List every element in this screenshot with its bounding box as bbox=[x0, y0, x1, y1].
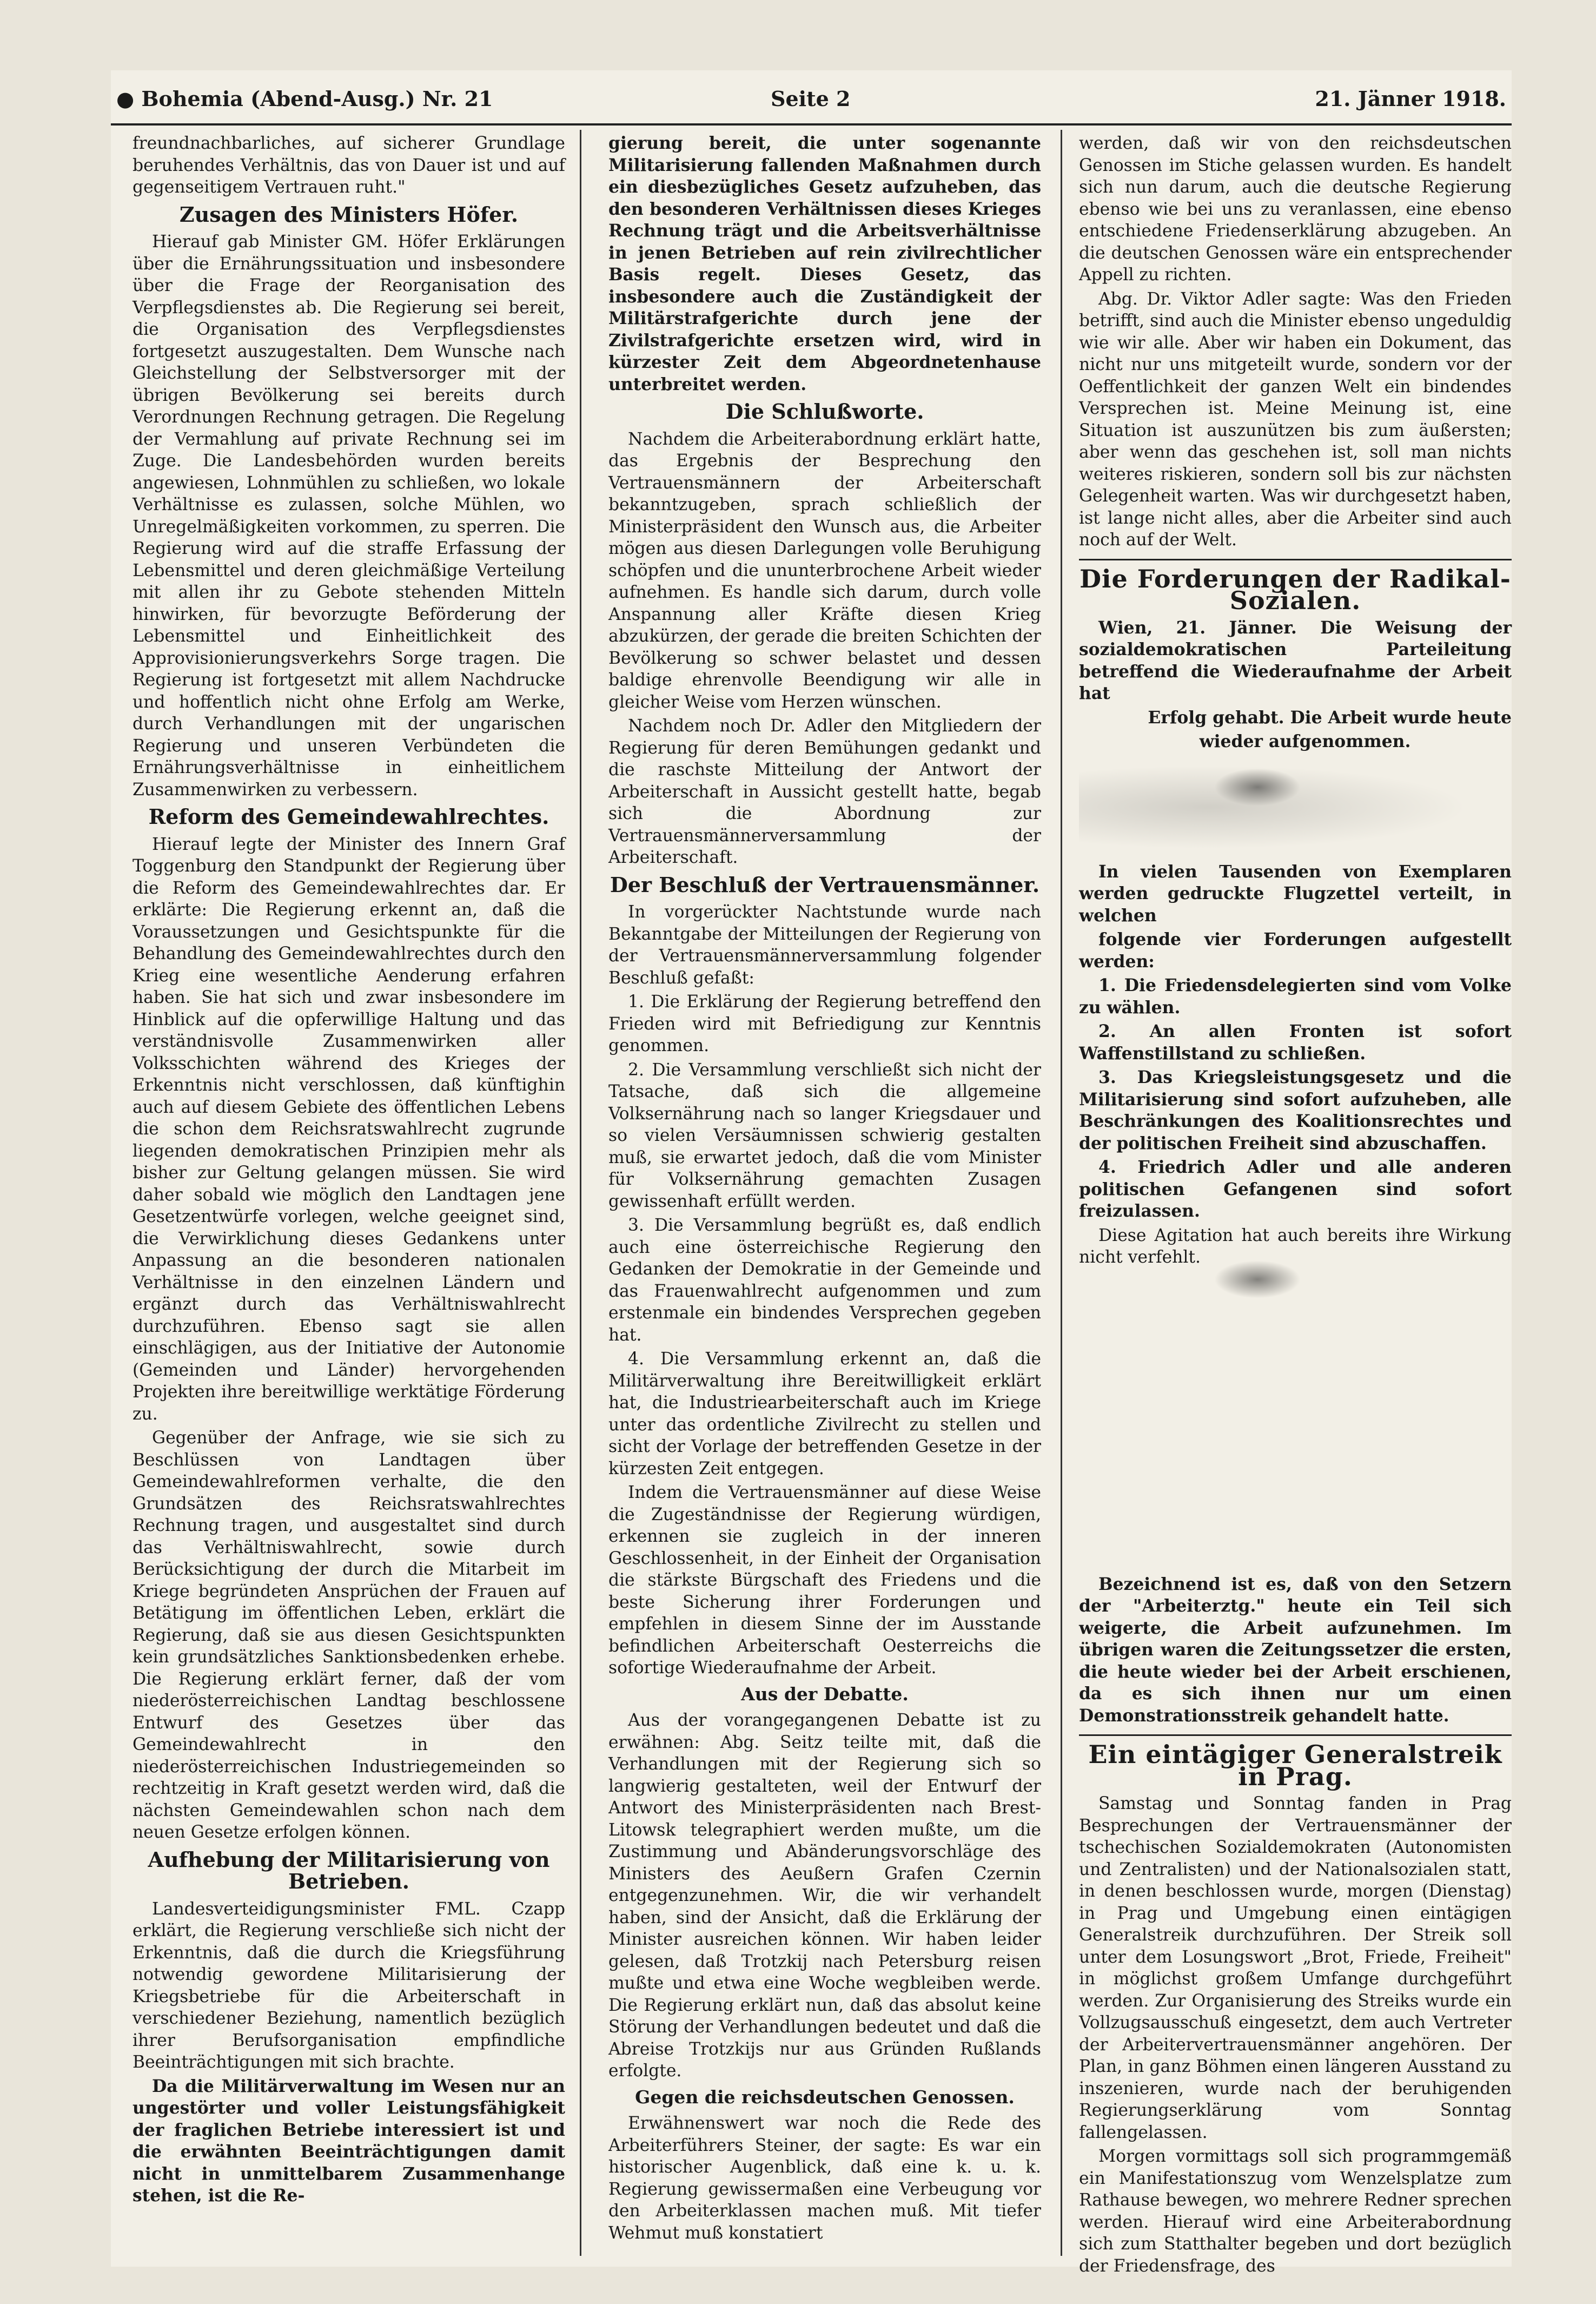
page-header bbox=[111, 81, 1512, 119]
section-rule-2 bbox=[1079, 1734, 1512, 1736]
col3-forderung-2: 2. An allen Fronten ist sofort Waffenstillstand zu schließen. bbox=[1079, 1022, 1512, 1064]
col3-wien-text: Wien, 21. Jänner. Die Weisung der sozialdemokratischen Parteileitung betreffend die Wiederaufnahme der Arbeit hat bbox=[1079, 618, 1512, 703]
section-rule bbox=[1079, 559, 1512, 560]
newspaper-page bbox=[111, 70, 1512, 2276]
col3-folgende-text: folgende vier Forderungen aufgestellt werden: bbox=[1079, 930, 1512, 972]
column-divider-2 bbox=[1061, 130, 1062, 2256]
col3-agitation-text: Diese Agitation hat auch bereits ihre Wirkung nicht verfehlt. bbox=[1079, 1225, 1512, 1267]
issue-date: 21. Jänner 1918. bbox=[1315, 87, 1506, 111]
heading-hoefer: Zusagen des Ministers Höfer. bbox=[179, 202, 519, 227]
heading-beschluss: Der Beschluß der Vertrauensmänner. bbox=[610, 872, 1040, 897]
col2-beschluss-item-1: 1. Die Erklärung der Regierung betreffend den Frieden wird mit Befriedigung zur Kenntnis genommen. bbox=[608, 992, 1041, 1055]
col1-reform-text: Hierauf legte der Minister des Innern Graf Toggenburg den Standpunkt der Regierung über die Reform des Gemeindewahlrechtes dar. Er erklärte: Die Regierung erkennt an, daß die Voraussetzungen und Gesichtspunkte für die Behandlung des Gemeindewahlrechtes durch den Krieg eine wesentliche Aenderung erfahren haben. Sie hat sich und zwar insbesondere im Hinblick auf die opferwillige Haltung und das verständnisvolle Zusammenwirken aller Volksschichten während des Krieges der Erkenntnis nicht verschlossen, daß künftighin auch auf diesem Gebiete des öffentlichen Lebens die schon dem Reichsratswahlrecht zugrunde liegenden demokratischen Prinzipien mehr als bisher zur Geltung gelangen müssen. Sie wird daher sobald wie möglich den Landtagen jene Gesetzentwürfe vorlegen, welche geeignet sind, die Verwirklichung dieses Gedankens unter Anpassung an die besonderen nationalen Verhältnisse in den einzelnen Ländern und ergänzt durch das Verhältniswahlrecht durchzuführen. Ebenso sagt sie allen einschlägigen, aus der Initiative der Autonomie (Gemeinden und Länder) hervorgehenden Projekten ihre bereitwillige werktätige Förderung zu. bbox=[133, 834, 565, 1424]
heading-prag: Ein eintägiger Generalstreik in Prag. bbox=[1088, 1740, 1502, 1791]
col2-beschluss-item-2: 2. Die Versammlung verschließt sich nicht der Tatsache, daß sich die allgemeine Volksernährung nach so langer Kriegsdauer und so vielen Versäumnissen schwierig gestalten muß, sie erwartet jedoch, daß die vom Minister für Volksernährung gemachten Zusagen gewissenhaft erfüllt werden. bbox=[608, 1060, 1041, 1211]
ink-blot-1 bbox=[1214, 768, 1301, 806]
col2-schluss-text-2: Nachdem noch Dr. Adler den Mitgliedern der Regierung für deren Bemühungen gedankt und die raschste Mitteilung der Antwort der Arbeiterschaft in Aussicht gestellt hatte, begab sich die Abordnung zur Vertrauensmännerversammlung der Arbeiterschaft. bbox=[608, 716, 1041, 867]
heading-aufhebung: Aufhebung der Militarisierung von Betrieben. bbox=[148, 1847, 550, 1893]
censored-blank-2 bbox=[1079, 1271, 1512, 1574]
heading-reform: Reform des Gemeindewahlrechtes. bbox=[148, 804, 549, 829]
col3-flugzettel-text: In vielen Tausenden von Exemplaren werden gedruckte Flugzettel verteilt, in welchen bbox=[1079, 862, 1512, 926]
ink-blot-2 bbox=[1214, 1260, 1301, 1298]
col1-reform-text-2: Gegenüber der Anfrage, wie sie sich zu Beschlüssen von Landtagen über Gemeindewahlreformen verhalte, die den Grundsätzen des Reichsratswahlrechtes Rechnung tragen, und ausgestaltet sind durch das Verhältniswahlrecht, sowie durch Berücksichtigung der durch die Mitarbeit im Kriege begründeten Ansprüchen der Frauen auf Betätigung im öffentlichen Leben, erklärt die Regierung, daß sie aus diesen Gesichtspunkten kein grundsätzliches Sanktionsbedenken erhebe. Die Regierung erklärt ferner, daß der vom niederösterreichischen Landtag beschlossene Entwurf des Gesetzes über das Gemeindewahlrecht in den niederösterreichischen Industriegemeinden so rechtzeitig in Kraft gesetzt werden wird, daß die nächsten Gemeindewahlen schon nach dem neuen Gesetze erfolgen können. bbox=[133, 1428, 565, 1842]
heading-forderungen: Die Forderungen der Radikal-Sozialen. bbox=[1080, 564, 1511, 615]
col3-erfolg-text: Erfolg gehabt. Die Arbeit wurde heute bbox=[1148, 708, 1512, 728]
col3-setzer-text: Bezeichnend ist es, daß von den Setzern der "Arbeiterztg." heute ein Teil sich weigerte, die Arbeit aufzunehmen. Im übrigen waren die Zeitungssetzer die ersten, die heute wieder bei der Arbeit erschienen, da es sich ihnen nur um einen Demonstrationsstreik gehandelt hatte. bbox=[1079, 1574, 1512, 1726]
heading-debatte: Aus der Debatte. bbox=[741, 1683, 909, 1705]
col3-morgen-text: Morgen vormittags soll sich programmgemäß ein Manifestationszug vom Wenzelsplatze zum Rathause bewegen, wo mehrere Redner sprechen werden. Hierauf wird eine Arbeiterabordnung sich zum Statthalter begeben und dort bezüglich der Friedensfrage, des bbox=[1079, 2147, 1512, 2276]
column-divider-1 bbox=[580, 130, 581, 2256]
header-rule bbox=[111, 123, 1512, 126]
page-number: Seite 2 bbox=[771, 87, 851, 111]
col3-forderung-3: 3. Das Kriegsleistungsgesetz und die Militarisierung sind sofort aufzuheben, alle Beschränkungen des Koalitionsrechtes und der politischen Freiheit sind abzuschaffen. bbox=[1079, 1068, 1512, 1153]
col3-continuation: werden, daß wir von den reichsdeutschen Genossen im Stiche gelassen wurden. Es handelt sich nun darum, auch die deutsche Regierung ebenso wie bei uns zu veranlassen, eine ebenso entschiedene Friedenserklärung abzugeben. An die deutschen Genossen wäre ein entsprechender Appell zu richten. bbox=[1079, 134, 1512, 285]
col1-aufhebung-text-2: Da die Militärverwaltung im Wesen nur an ungestörter und voller Leistungsfähigkeit der fraglichen Betriebe interessiert ist und die erwähnten Beeinträchtigungen damit nicht in unmittelbarem Zusammenhange stehen, ist die Re- bbox=[133, 2076, 565, 2206]
col2-beschluss-text: In vorgerückter Nachtstunde wurde nach Bekanntgabe der Mitteilungen der Regierung von der Vertrauensmännerversammlung folgender Beschluß gefaßt: bbox=[608, 902, 1041, 988]
col2-continuation: gierung bereit, die unter sogenannte Militarisierung fallenden Maßnahmen durch ein diesbezügliches Gesetz aufzuheben, das den besonderen Verhältnissen dieses Krieges Rechnung trägt und die Arbeitsverhältnisse in jenen Betrieben auf rein zivilrechtlicher Basis regelt. Dieses Gesetz, das insbesondere auch die Zuständigkeit der Militärstrafgerichte durch jene der Zivilstrafgerichte ersetzen wird, wird in kürzester Zeit dem Abgeordnetenhause unterbreitet werden. bbox=[608, 134, 1041, 394]
column-1 bbox=[133, 133, 565, 2253]
col1-intro: freundnachbarliches, auf sicherer Grundlage beruhendes Verhältnis, das von Dauer ist und auf gegenseitigem Vertrauen ruht." bbox=[133, 134, 565, 197]
col1-hoefer-text: Hierauf gab Minister GM. Höfer Erklärungen über die Ernährungssituation und insbesondere über die Frage der Reorganisation des Verpflegsdienstes ab. Die Regierung sei bereit, die Organisation des Verpflegsdienstes fortgesetzt auszugestalten. Dem Wunsche nach Gleichstellung der Selbstversorger mit der übrigen Bevölkerung sei bereits durch Verordnungen Rechnung getragen. Die Regelung der Vermahlung auf private Rechnung sei im Zuge. Die Landesbehörden wurden bereits angewiesen, Lohnmühlen zu schließen, wo lokale Verhältnisse es zulassen, solche Mühlen, wo Unregelmäßigkeiten vorkommen, zu sperren. Die Regierung wird auf die straffe Erfassung der Lebensmittel und deren gleichmäßige Verteilung mit allen ihr zu Gebote stehenden Mitteln hinwirken, für bevorzugte Beförderung der Lebensmittel und Einheitlichkeit des Approvisionierungsverkehrs Sorge tragen. Die Regierung ist fortgesetzt mit allem Nachdrucke und hoffentlich nicht ohne Erfolg am Werke, durch Verhandlungen mit der ungarischen Regierung und unseren Verbündeten die Ernährungsverhältnisse in einheitlichem Zusammenwirken zu verbessern. bbox=[133, 232, 565, 800]
col2-genossen-text: Erwähnenswert war noch die Rede des Arbeiterführers Steiner, der sagte: Es war ein historischer Augenblick, daß eine k. u. k. Regierung gewissermaßen eine Verbeugung vor den Arbeiterklassen machen muß. Mit tiefer Wehmut muß konstatiert bbox=[608, 2114, 1041, 2243]
col3-wieder-text: wieder aufgenommen. bbox=[1199, 732, 1411, 751]
column-3 bbox=[1079, 133, 1512, 2276]
col2-schluss-text: Nachdem die Arbeiterabordnung erklärt hatte, das Ergebnis der Besprechung den Vertrauensmännern der Arbeiterschaft bekanntzugeben, sprach schließlich der Ministerpräsident den Wunsch aus, die Arbeiter mögen aus diesen Darlegungen volle Beruhigung schöpfen und die ununterbrochene Arbeit wieder aufnehmen. Es handle sich darum, durch volle Anspannung aller Kräfte diesen Krieg abzukürzen, der gerade die breiten Schichten der Bevölkerung so schwer belastet und dessen baldige ehrenvolle Beendigung wir alle in gleicher Weise vom Herzen wünschen. bbox=[608, 429, 1041, 712]
column-2 bbox=[608, 133, 1041, 2253]
col3-prag-text: Samstag und Sonntag fanden in Prag Besprechungen der Vertrauensmänner der tschechischen Sozialdemokraten (Autonomisten und Zentralisten) und der Nationalsozialen statt, in denen beschlossen wurde, morgen (Dienstag) in Prag und Umgebung einen eintägigen Generalstreik durchzuführen. Der Streik soll unter dem Losungswort „Brot, Friede, Freiheit" in möglichst großem Umfange durchgeführt werden. Zur Organisierung des Streiks wurde ein Vollzugsausschuß eingesetzt, dem auch Vertreter der Arbeitervertrauensmänner angehören. Der Plan, in ganz Böhmen einen längeren Ausstand zu inszenieren, wurde nach der beruhigenden Regierungserklärung vom Sonntag fallengelassen. bbox=[1079, 1794, 1512, 2142]
col2-beschluss-item-4: 4. Die Versammlung erkennt an, daß die Militärverwaltung ihre Bereitwilligkeit erklärt hat, die Industriearbeiterschaft auch im Kriege unter das ordentliche Zivilrecht zu stellen und sicht der Vorlage der betreffenden Gesetze in der kürzesten Zeit entgegen. bbox=[608, 1349, 1041, 1478]
masthead-left: ● Bohemia (Abend-Ausg.) Nr. 21 bbox=[116, 87, 493, 111]
col2-debatte-text: Aus der vorangegangenen Debatte ist zu erwähnen: Abg. Seitz teilte mit, daß die Verhandlungen mit der Regierung sich so langwierig gestalteten, weil der Entwurf der Antwort des Ministerpräsidenten nach Brest-Litowsk telegraphiert werden mußte, um die Zustimmung und Abänderungsvorschläge des Ministers des Aeußern Grafen Czernin entgegenzunehmen. Wir, die wir verhandelt haben, sind der Ansicht, daß die Erklärung der Minister ausreichen können. Wir haben leider gelesen, daß Trotzkij nach Petersburg reisen mußte und etwa eine Woche wegbleiben werde. Die Regierung erklärt nun, daß das absolut keine Störung der Verhandlungen bedeutet und daß die Abreise Trotzkijs nur aus Gründen Rußlands erfolgte. bbox=[608, 1711, 1041, 2081]
heading-schlussworte: Die Schlußworte. bbox=[725, 399, 924, 424]
col1-aufhebung-text: Landesverteidigungsminister FML. Czapp erklärt, die Regierung verschließe sich nicht der Erkenntnis, daß die durch die Kriegsführung notwendig gewordene Militarisierung der Kriegsbetriebe für die Arbeiterschaft in verschiedener Beziehung, namentlich bezüglich ihrer Berufsorganisation empfindliche Beeinträchtigungen mit sich brachte. bbox=[133, 1899, 565, 2072]
col3-adler-text: Abg. Dr. Viktor Adler sagte: Was den Frieden betrifft, sind auch die Minister ebenso ungeduldig wie wir alle. Aber wir haben ein Dokument, das nicht nur uns mitgeteilt wurde, sondern vor der Oeffentlichkeit der ganzen Welt ein bindendes Versprechen ist. Meine Meinung ist, eine Situation ist auszunützen bis zum äußersten; aber wenn das geschehen ist, soll man nichts weiteres riskieren, sondern soll bis zur nächsten Gelegenheit warten. Was wir durchgesetzt haben, ist lange nicht alles, aber die Arbeiter sind auch noch auf der Welt. bbox=[1079, 289, 1512, 550]
col2-beschluss-item-3: 3. Die Versammlung begrüßt es, daß endlich auch eine österreichische Regierung den Gedanken der Demokratie in der Gemeinde und das Frauenwahlrecht aufgenommen und zum erstenmale ein bindendes Versprechen gegeben hat. bbox=[608, 1216, 1041, 1345]
heading-genossen: Gegen die reichsdeutschen Genossen. bbox=[635, 2086, 1015, 2108]
col3-forderung-4: 4. Friedrich Adler und alle anderen politischen Gefangenen sind sofort freizulassen. bbox=[1079, 1158, 1512, 1221]
col3-forderung-1: 1. Die Friedensdelegierten sind vom Volke zu wählen. bbox=[1079, 976, 1512, 1018]
col2-beschluss-item-5: Indem die Vertrauensmänner auf diese Weise die Zugeständnisse der Regierung würdigen, erkennen sie zugleich in der inneren Geschlossenheit, in der Einheit der Organisation die stärkste Bürgschaft des Friedens und die beste Sicherung ihrer Forderungen und empfehlen in diesem Sinne der im Ausstande befindlichen Arbeiterschaft Oesterreichs die sofortige Wiederaufnahme der Arbeit. bbox=[608, 1483, 1041, 1678]
